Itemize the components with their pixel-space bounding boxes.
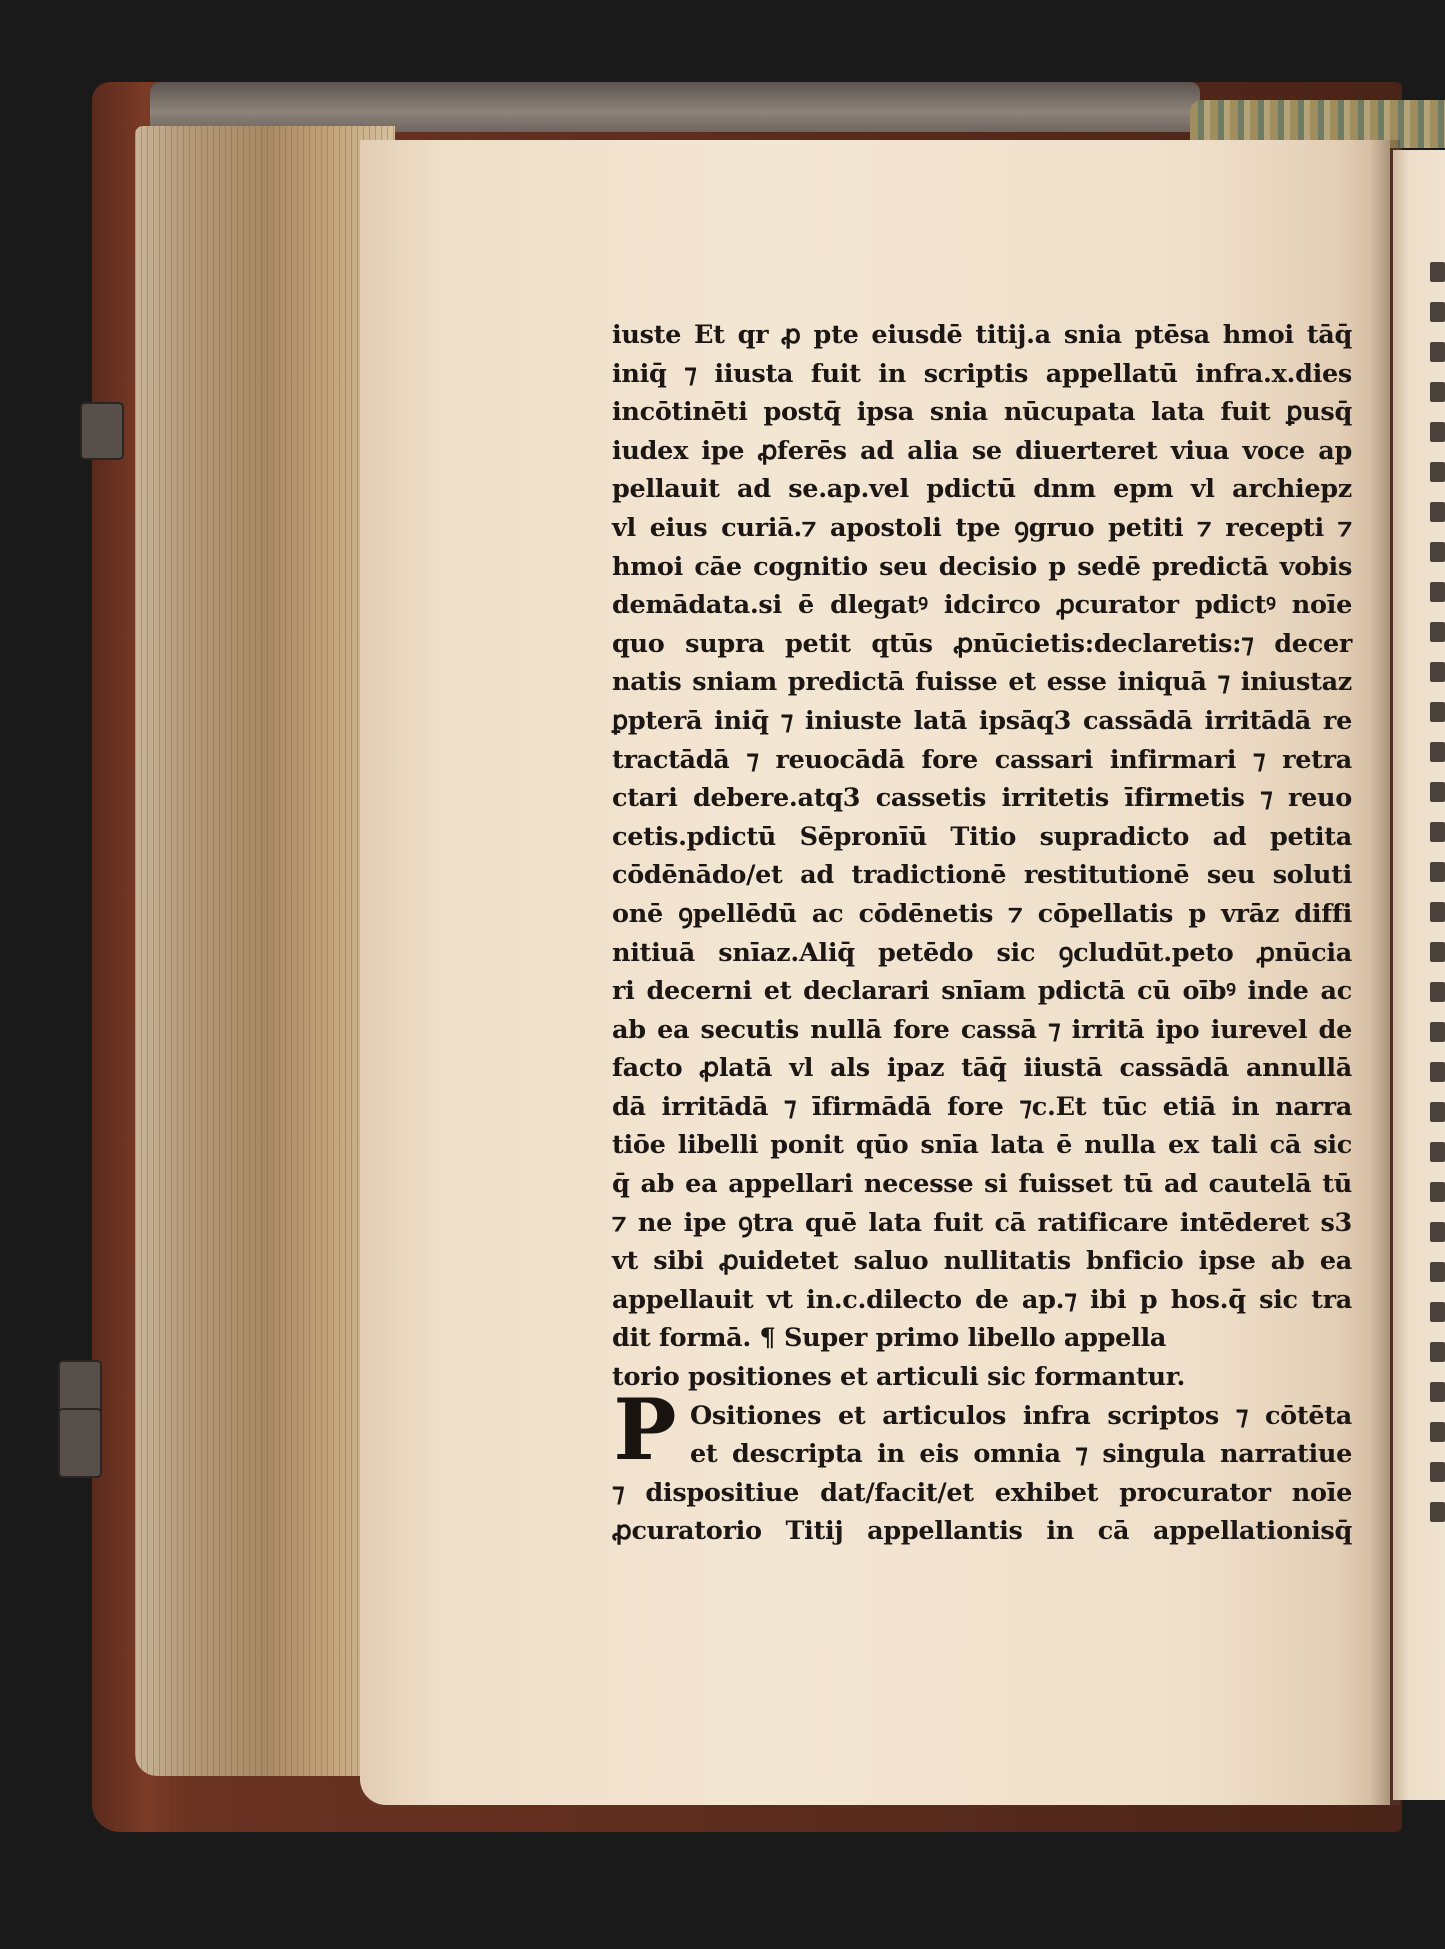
- text-line: hmoi cāe cognitio seu decisio p sedē predictā vobis: [612, 551, 1352, 582]
- text-line: ⁊ dispositiue dat/facit/et exhibet procurator noīe: [612, 1477, 1352, 1508]
- facing-page-fragment: [1430, 902, 1445, 922]
- facing-page-fragment: [1430, 1382, 1445, 1402]
- page-stack-edge: [135, 126, 395, 1776]
- text-line: cōdēnādo/et ad tradictionē restitutionē seu soluti: [612, 860, 1352, 891]
- facing-page-fragment: [1430, 302, 1445, 322]
- text-line: pellauit ad se.ap.vel pdictū dnm epm vl archiepz: [612, 474, 1352, 505]
- facing-page-fragment: [1430, 702, 1445, 722]
- facing-page-fragment: [1430, 1062, 1445, 1082]
- facing-page-fragment: [1430, 1422, 1445, 1442]
- facing-page-fragment: [1430, 1102, 1445, 1122]
- text-line: onē ꝯpellēdū ac cōdēnetis ⁊ cōpellatis p vrāz diffi: [612, 898, 1352, 929]
- facing-page-fragment: [1430, 1302, 1445, 1322]
- text-line: quo supra petit qtūs ꝓnūcietis:declaretis:⁊ decer: [612, 628, 1352, 659]
- facing-page-fragment: [1430, 582, 1445, 602]
- facing-page-fragment: [1430, 1462, 1445, 1482]
- cover-top-edge: [150, 82, 1200, 132]
- text-line: et descripta in eis omnia ⁊ singula narratiue: [690, 1439, 1352, 1470]
- text-block: [612, 316, 1352, 1551]
- facing-page-fragment: [1430, 862, 1445, 882]
- facing-page-fragment: [1430, 542, 1445, 562]
- text-line: ⁊ ne ipe ꝯtra quē lata fuit cā ratificare intēderet s3: [612, 1207, 1352, 1238]
- facing-page-fragment: [1430, 342, 1445, 362]
- facing-page-fragment: [1430, 1142, 1445, 1162]
- facing-page-fragment: [1430, 1342, 1445, 1362]
- text-line: ab ea secutis nullā fore cassā ⁊ irritā ipo iurevel de: [612, 1014, 1352, 1045]
- facing-page-fragment: [1430, 942, 1445, 962]
- text-line: dit formā. ¶ Super primo libello appella: [612, 1323, 1167, 1354]
- text-line: ctari debere.atq3 cassetis irritetis īfirmetis ⁊ reuo: [612, 783, 1352, 814]
- facing-page-fragment: [1430, 782, 1445, 802]
- clasp-icon: [58, 1408, 102, 1478]
- facing-page-fragment: [1430, 742, 1445, 762]
- text-line: iudex ipe ꝓferēs ad alia se diuerteret viua voce ap: [612, 435, 1352, 466]
- facing-page-fragment: [1430, 422, 1445, 442]
- text-line: dā irritādā ⁊ īfirmādā fore ⁊c.Et tūc etiā in narra: [612, 1091, 1352, 1122]
- facing-page-fragment: [1430, 1022, 1445, 1042]
- text-line: ri decerni et declarari snīam pdictā cū oībꝰ inde ac: [612, 976, 1352, 1007]
- text-line: demādata.si ē dlegatꝰ idcirco ꝓcurator pdictꝰ noīe: [612, 590, 1352, 621]
- facing-page-fragment: [1430, 1262, 1445, 1282]
- facing-page-fragment: [1430, 622, 1445, 642]
- facing-page-fragment: [1430, 462, 1445, 482]
- text-line: Ositiones et articulos infra scriptos ⁊ cōtēta: [690, 1400, 1352, 1431]
- text-line: facto ꝓlatā vl als ipaz tāq̄ iiustā cassādā annullā: [612, 1053, 1352, 1084]
- text-line: torio positiones et articuli sic formantur.: [612, 1362, 1186, 1393]
- text-line: vt sibi ꝓuidetet saluo nullitatis bnficio ipse ab ea: [612, 1246, 1352, 1277]
- text-line: ꝑpterā iniq̄ ⁊ iniuste latā ipsāq3 cassādā irritādā re: [612, 705, 1352, 736]
- text-line: nitiuā snīaz.Aliq̄ petēdo sic ꝯcludūt.peto ꝓnūcia: [612, 937, 1352, 968]
- text-line: natis sniam predictā fuisse et esse iniquā ⁊ iniustaz: [612, 667, 1352, 698]
- text-line: appellauit vt in.c.dilecto de ap.⁊ ibi p hos.q̄ sic tra: [612, 1284, 1352, 1315]
- text-line: vl eius curiā.⁊ apostoli tpe ꝯgruo petiti ⁊ recepti ⁊: [612, 512, 1352, 543]
- text-line: tractādā ⁊ reuocādā fore cassari infirmari ⁊ retra: [612, 744, 1352, 775]
- text-line: tiōe libelli ponit qūo snīa lata ē nulla ex tali cā sic: [612, 1130, 1352, 1161]
- facing-page-fragment: [1430, 982, 1445, 1002]
- text-line: iniq̄ ⁊ iiusta fuit in scriptis appellatū infra.x.dies: [612, 358, 1352, 389]
- facing-page-fragment: [1430, 382, 1445, 402]
- drop-capital: P: [613, 1380, 677, 1479]
- facing-page-fragment: [1430, 1182, 1445, 1202]
- text-line: iuste Et qr ꝓ pte eiusdē titij.a snia ptēsa hmoi tāq̄: [612, 320, 1352, 350]
- text-line: q̄ ab ea appellari necesse si fuisset tū ad cautelā tū: [612, 1169, 1352, 1200]
- text-line: cetis.pdictū Sēpronīū Titio supradicto ad petita: [612, 821, 1352, 852]
- text-line: ꝓcuratorio Titij appellantis in cā appellationisq̄: [612, 1516, 1352, 1547]
- facing-page-fragment: [1430, 1502, 1445, 1522]
- clasp-icon: [80, 402, 124, 460]
- facing-page-fragment: [1430, 822, 1445, 842]
- text-line: incōtinēti postq̄ ipsa snia nūcupata lata fuit ꝑusq̄: [612, 397, 1352, 428]
- facing-page-fragment: [1430, 1222, 1445, 1242]
- facing-page-fragment: [1430, 662, 1445, 682]
- facing-page-fragment: [1430, 502, 1445, 522]
- facing-page-fragment: [1430, 262, 1445, 282]
